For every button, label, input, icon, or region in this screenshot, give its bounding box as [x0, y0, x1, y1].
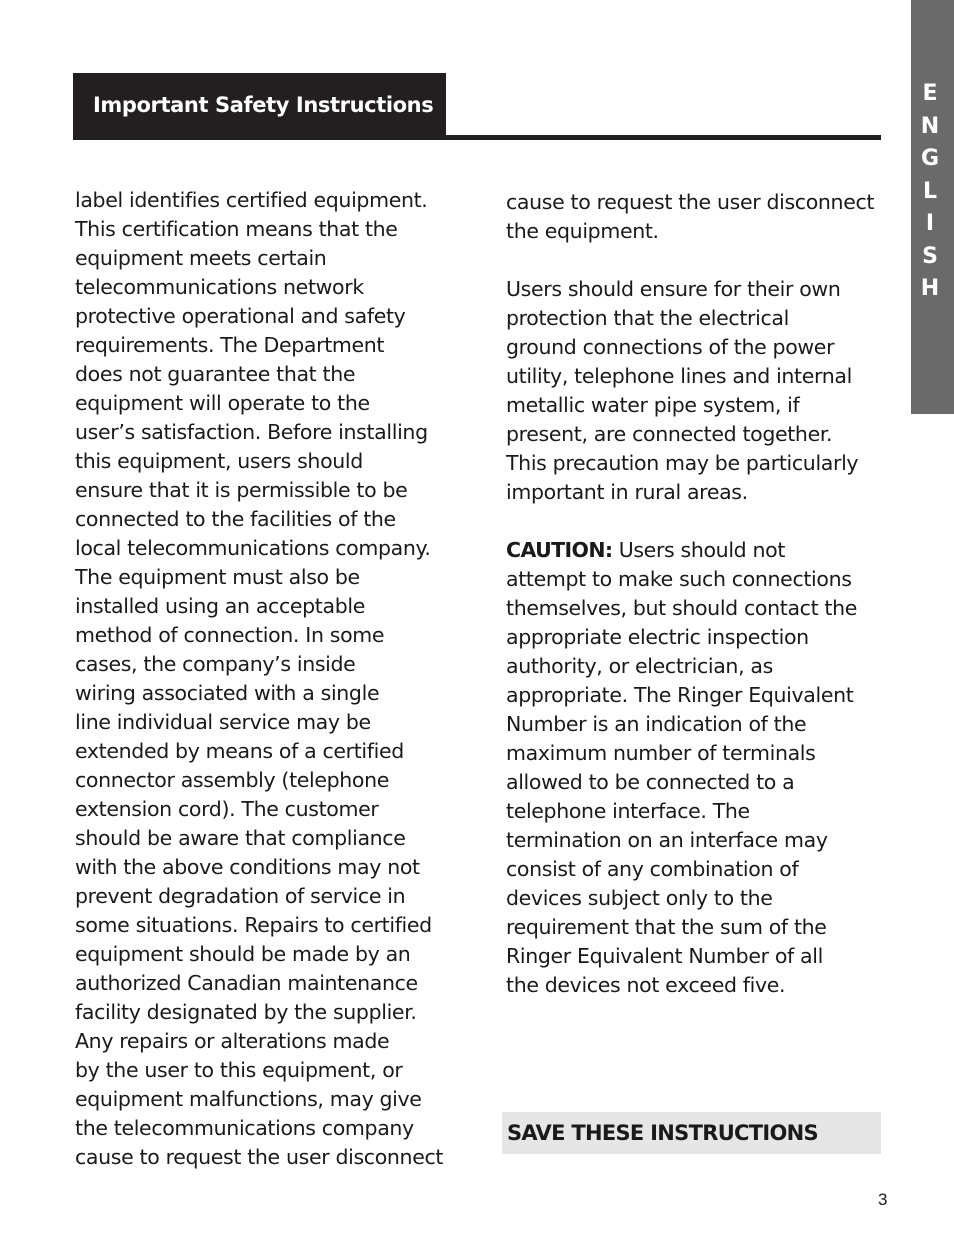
body-line: installed using an acceptable: [75, 594, 365, 618]
body-line: connector assembly (telephone: [75, 768, 390, 792]
body-line: some situations. Repairs to certified: [75, 913, 432, 937]
body-line: Any repairs or alterations made: [75, 1029, 390, 1053]
header-rule: [73, 135, 881, 140]
language-letter: L: [922, 178, 938, 204]
body-line: protective operational and safety: [75, 304, 406, 328]
body-line: wiring associated with a single: [75, 681, 380, 705]
body-line: label identifies certified equipment.: [75, 188, 428, 212]
body-line: protection that the electrical: [506, 306, 789, 330]
body-line: extension cord). The customer: [75, 797, 379, 821]
body-line: the equipment.: [506, 219, 659, 243]
save-instructions-text: SAVE THESE INSTRUCTIONS: [507, 1121, 818, 1145]
body-line: Users should ensure for their own: [506, 277, 841, 301]
body-line: by the user to this equipment, or: [75, 1058, 403, 1082]
body-line: does not guarantee that the: [75, 362, 356, 386]
right-column: [506, 188, 882, 1000]
body-line: utility, telephone lines and internal: [506, 364, 852, 388]
caution-line: [506, 536, 882, 565]
body-line: cause to request the user disconnect: [75, 1145, 444, 1169]
body-line: the devices not exceed five.: [506, 973, 786, 997]
body-line: local telecommunications company.: [75, 536, 431, 560]
caution-text: Users should not: [612, 538, 786, 562]
body-line: equipment meets certain: [75, 246, 327, 270]
body-line: appropriate electric inspection: [506, 625, 809, 649]
body-line: ensure that it is permissible to be: [75, 478, 408, 502]
body-line: themselves, but should contact the: [506, 596, 858, 620]
body-line: connected to the facilities of the: [75, 507, 396, 531]
body-line: equipment malfunctions, may give: [75, 1087, 422, 1111]
paragraph-gap: [506, 246, 882, 275]
language-letter: N: [920, 113, 940, 139]
body-line: maximum number of terminals: [506, 741, 816, 765]
language-letter: S: [922, 243, 938, 269]
body-line: user’s satisfaction. Before installing: [75, 420, 428, 444]
body-line: termination on an interface may: [506, 828, 828, 852]
body-line: should be aware that compliance: [75, 826, 406, 850]
paragraph-gap: [506, 507, 882, 536]
language-letter: E: [922, 81, 938, 106]
body-line: This precaution may be particularly: [506, 451, 859, 475]
language-letter: I: [925, 211, 935, 236]
language-letter: G: [920, 146, 940, 171]
language-tab: [911, 0, 954, 414]
body-line: facility designated by the supplier.: [75, 1000, 417, 1024]
body-line: requirement that the sum of the: [506, 915, 827, 939]
body-line: devices subject only to the: [506, 886, 773, 910]
body-line: cause to request the user disconnect: [506, 190, 875, 214]
body-line: important in rural areas.: [506, 480, 748, 504]
body-line: with the above conditions may not: [75, 855, 420, 879]
body-line: The equipment must also be: [75, 565, 360, 589]
body-line: Number is an indication of the: [506, 712, 807, 736]
body-line: consist of any combination of: [506, 857, 799, 881]
body-line: cases, the company’s inside: [75, 652, 356, 676]
body-line: appropriate. The Ringer Equivalent: [506, 683, 854, 707]
body-line: prevent degradation of service in: [75, 884, 406, 908]
body-line: this equipment, users should: [75, 449, 363, 473]
page-number: 3: [878, 1190, 888, 1209]
caution-label: CAUTION:: [506, 538, 613, 562]
body-line: the telecommunications company: [75, 1116, 414, 1140]
save-instructions-banner: [502, 1112, 881, 1154]
language-tab-letters: [911, 78, 949, 306]
body-line: present, are connected together.: [506, 422, 833, 446]
section-title: Important Safety Instructions: [93, 92, 434, 117]
body-line: Ringer Equivalent Number of all: [506, 944, 823, 968]
body-line: equipment should be made by an: [75, 942, 411, 966]
body-line: authorized Canadian maintenance: [75, 971, 418, 995]
body-line: telephone interface. The: [506, 799, 750, 823]
body-line: equipment will operate to the: [75, 391, 370, 415]
body-line: metallic water pipe system, if: [506, 393, 800, 417]
language-letter: H: [920, 276, 940, 301]
body-line: authority, or electrician, as: [506, 654, 773, 678]
body-line: allowed to be connected to a: [506, 770, 795, 794]
body-line: telecommunications network: [75, 275, 364, 299]
body-line: requirements. The Department: [75, 333, 385, 357]
body-line: line individual service may be: [75, 710, 371, 734]
body-line: This certification means that the: [75, 217, 398, 241]
left-column: [75, 186, 447, 1172]
body-line: extended by means of a certified: [75, 739, 404, 763]
body-line: method of connection. In some: [75, 623, 385, 647]
section-header: [73, 73, 446, 136]
body-line: attempt to make such connections: [506, 567, 852, 591]
body-line: ground connections of the power: [506, 335, 835, 359]
